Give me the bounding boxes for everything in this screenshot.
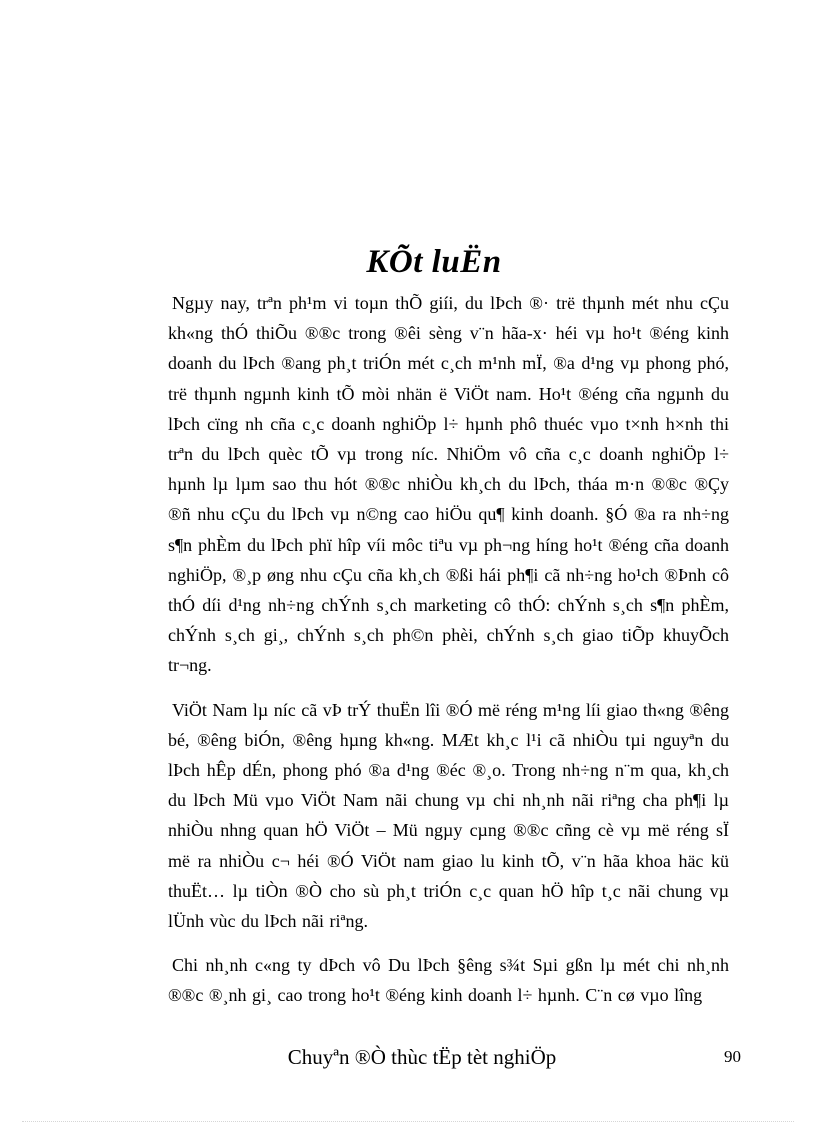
body-text	[168, 288, 729, 1025]
page-title: KÕt luËn	[366, 244, 502, 281]
paragraph-1: Ngµy nay, trªn ph¹m vi toµn thÕ giíi, du lÞch ®· trë thµnh mét nhu cÇu kh«ng thÓ thiÕu ®®c trong ®êi sèng v¨n hãa-x· héi vµ ho¹t ®éng kinh doanh du lÞch ®ang ph¸t triÓn mét c¸ch m¹nh mÏ, ®a d¹ng vµ phong phó, trë thµnh ngµnh kinh tÕ mòi nhän ë ViÖt nam. Ho¹t ®éng cña ngµnh du lÞch cïng nh cña c¸c doanh nghiÖp l÷ hµnh phô thuéc vµo t×nh h×nh thi trªn du lÞch quèc tÕ vµ trong níc. NhiÖm vô cña c¸c doanh nghiÖp l÷ hµnh lµ lµm sao thu hót ®®c nhiÒu kh¸ch du lÞch, tháa m·n ®®c ®Çy ®ñ nhu cÇu du lÞch vµ n©ng cao hiÖu qu¶ kinh doanh. §Ó ®a ra nh÷ng s¶n phÈm du lÞch phï hîp víi môc tiªu vµ ph¬ng híng ho¹t ®éng cña doanh nghiÖp, ®¸p øng nhu cÇu cña kh¸ch ®ßi hái ph¶i cã nh÷ng ho¹ch ®Þnh cô thÓ díi d¹ng nh÷ng chÝnh s¸ch marketing cô thÓ: chÝnh s¸ch s¶n phÈm, chÝnh s¸ch gi¸, chÝnh s¸ch ph©n phèi, chÝnh s¸ch giao tiÕp khuyÕch tr¬ng.	[168, 293, 729, 676]
page-number: 90	[724, 1047, 741, 1066]
bottom-dotted-rule	[22, 1121, 794, 1122]
footer-running-title: Chuyªn ®Ò thùc tËp tèt nghiÖp	[287, 1045, 557, 1069]
paragraph-2: ViÖt Nam lµ níc cã vÞ trÝ thuËn lîi ®Ó më réng m¹ng líi giao th«ng ®êng bé, ®êng biÓn, ®êng hµng kh«ng. MÆt kh¸c l¹i cã nhiÒu tµi nguyªn du lÞch hÊp dÉn, phong phó ®a d¹ng ®éc ®¸o. Trong nh÷ng n¨m qua, kh¸ch du lÞch Mü vµo ViÖt Nam nãi chung vµ chi nh¸nh nãi riªng cha ph¶i lµ nhiÒu nhng quan hÖ ViÖt – Mü ngµy cµng ®®c cñng cè vµ më réng sÏ më ra nhiÒu c¬ héi ®Ó ViÖt nam giao lu kinh tÕ, v¨n hãa khoa häc kü thuËt… lµ tiÒn ®Ò cho sù ph¸t triÓn c¸c quan hÖ hîp t¸c nãi chung vµ lÜnh vùc du lÞch nãi riªng.	[168, 699, 729, 932]
paragraph-3: Chi nh¸nh c«ng ty dÞch vô Du lÞch §êng s¾t Sµi gßn lµ mét chi nh¸nh ®®c ®¸nh gi¸ cao trong ho¹t ®éng kinh doanh l÷ hµnh. C¨n cø vµo lîng	[168, 955, 729, 1006]
